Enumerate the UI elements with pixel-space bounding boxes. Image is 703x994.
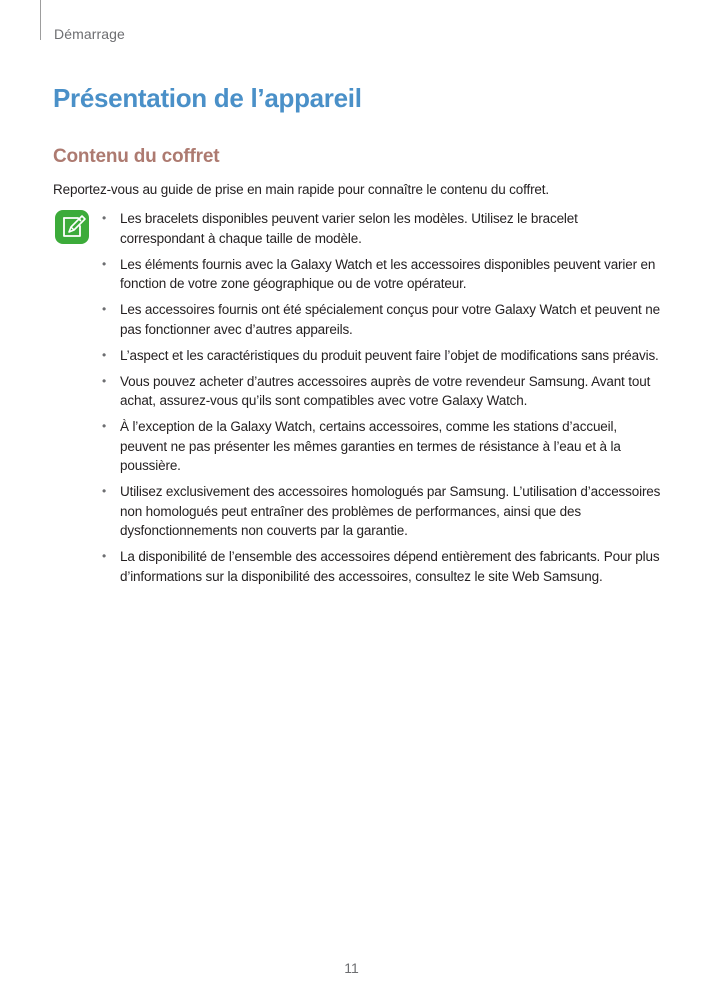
note-text: Les accessoires fournis ont été spécialement conçus pour votre Galaxy Watch et peuvent ne pas fonctionner avec d’autres appareils. — [120, 302, 660, 337]
note-text: Vous pouvez acheter d’autres accessoires auprès de votre revendeur Samsung. Avant tout achat, assurez-vous qu’ils sont compatibles avec votre Galaxy Watch. — [120, 373, 651, 408]
bullet-icon: • — [102, 256, 107, 271]
list-item — [101, 417, 661, 476]
section-label: Démarrage — [54, 26, 125, 42]
bullet-icon: • — [102, 347, 107, 362]
page-title: Présentation de l’appareil — [53, 83, 362, 113]
notes-list — [101, 209, 661, 593]
note-text: Les bracelets disponibles peuvent varier selon les modèles. Utilisez le bracelet correspondant à chaque taille de modèle. — [120, 211, 578, 246]
bullet-icon: • — [102, 549, 107, 563]
note-text: Utilisez exclusivement des accessoires homologués par Samsung. L’utilisation d’accessoires non homologués peut entraîner des problèmes de performances, ainsi que des dysfonctionnements non couverts par la garantie. — [120, 484, 661, 538]
note-text: La disponibilité de l’ensemble des accessoires dépend entièrement des fabricants. Pour plus d’informations sur la disponibilité des accessoires, consultez le site Web Samsung. — [120, 549, 660, 584]
header-divider — [40, 0, 41, 40]
intro-text: Reportez-vous au guide de prise en main rapide pour connaître le contenu du coffret. — [53, 182, 549, 197]
bullet-icon: • — [102, 211, 107, 225]
note-text: À l’exception de la Galaxy Watch, certains accessoires, comme les stations d’accueil, peuvent ne pas présenter les mêmes garanties en termes de résistance à l’eau et à la poussière. — [120, 419, 621, 473]
note-text: Les éléments fournis avec la Galaxy Watch et les accessoires disponibles peuvent varier en fonction de votre zone géographique ou de votre opérateur. — [120, 256, 656, 291]
list-item — [101, 209, 661, 248]
bullet-icon: • — [102, 373, 107, 388]
subsection-title: Contenu du coffret — [53, 146, 220, 167]
page-number: 11 — [344, 960, 359, 976]
note-pencil-icon — [54, 209, 90, 245]
list-item — [101, 482, 661, 541]
note-text: L’aspect et les caractéristiques du produit peuvent faire l’objet de modifications sans préavis. — [120, 347, 659, 363]
list-item — [101, 346, 661, 366]
list-item — [101, 372, 661, 411]
bullet-icon: • — [102, 484, 107, 498]
bullet-icon: • — [102, 302, 107, 316]
bullet-icon: • — [102, 419, 107, 433]
list-item — [101, 547, 661, 586]
list-item — [101, 255, 661, 294]
list-item — [101, 300, 661, 339]
